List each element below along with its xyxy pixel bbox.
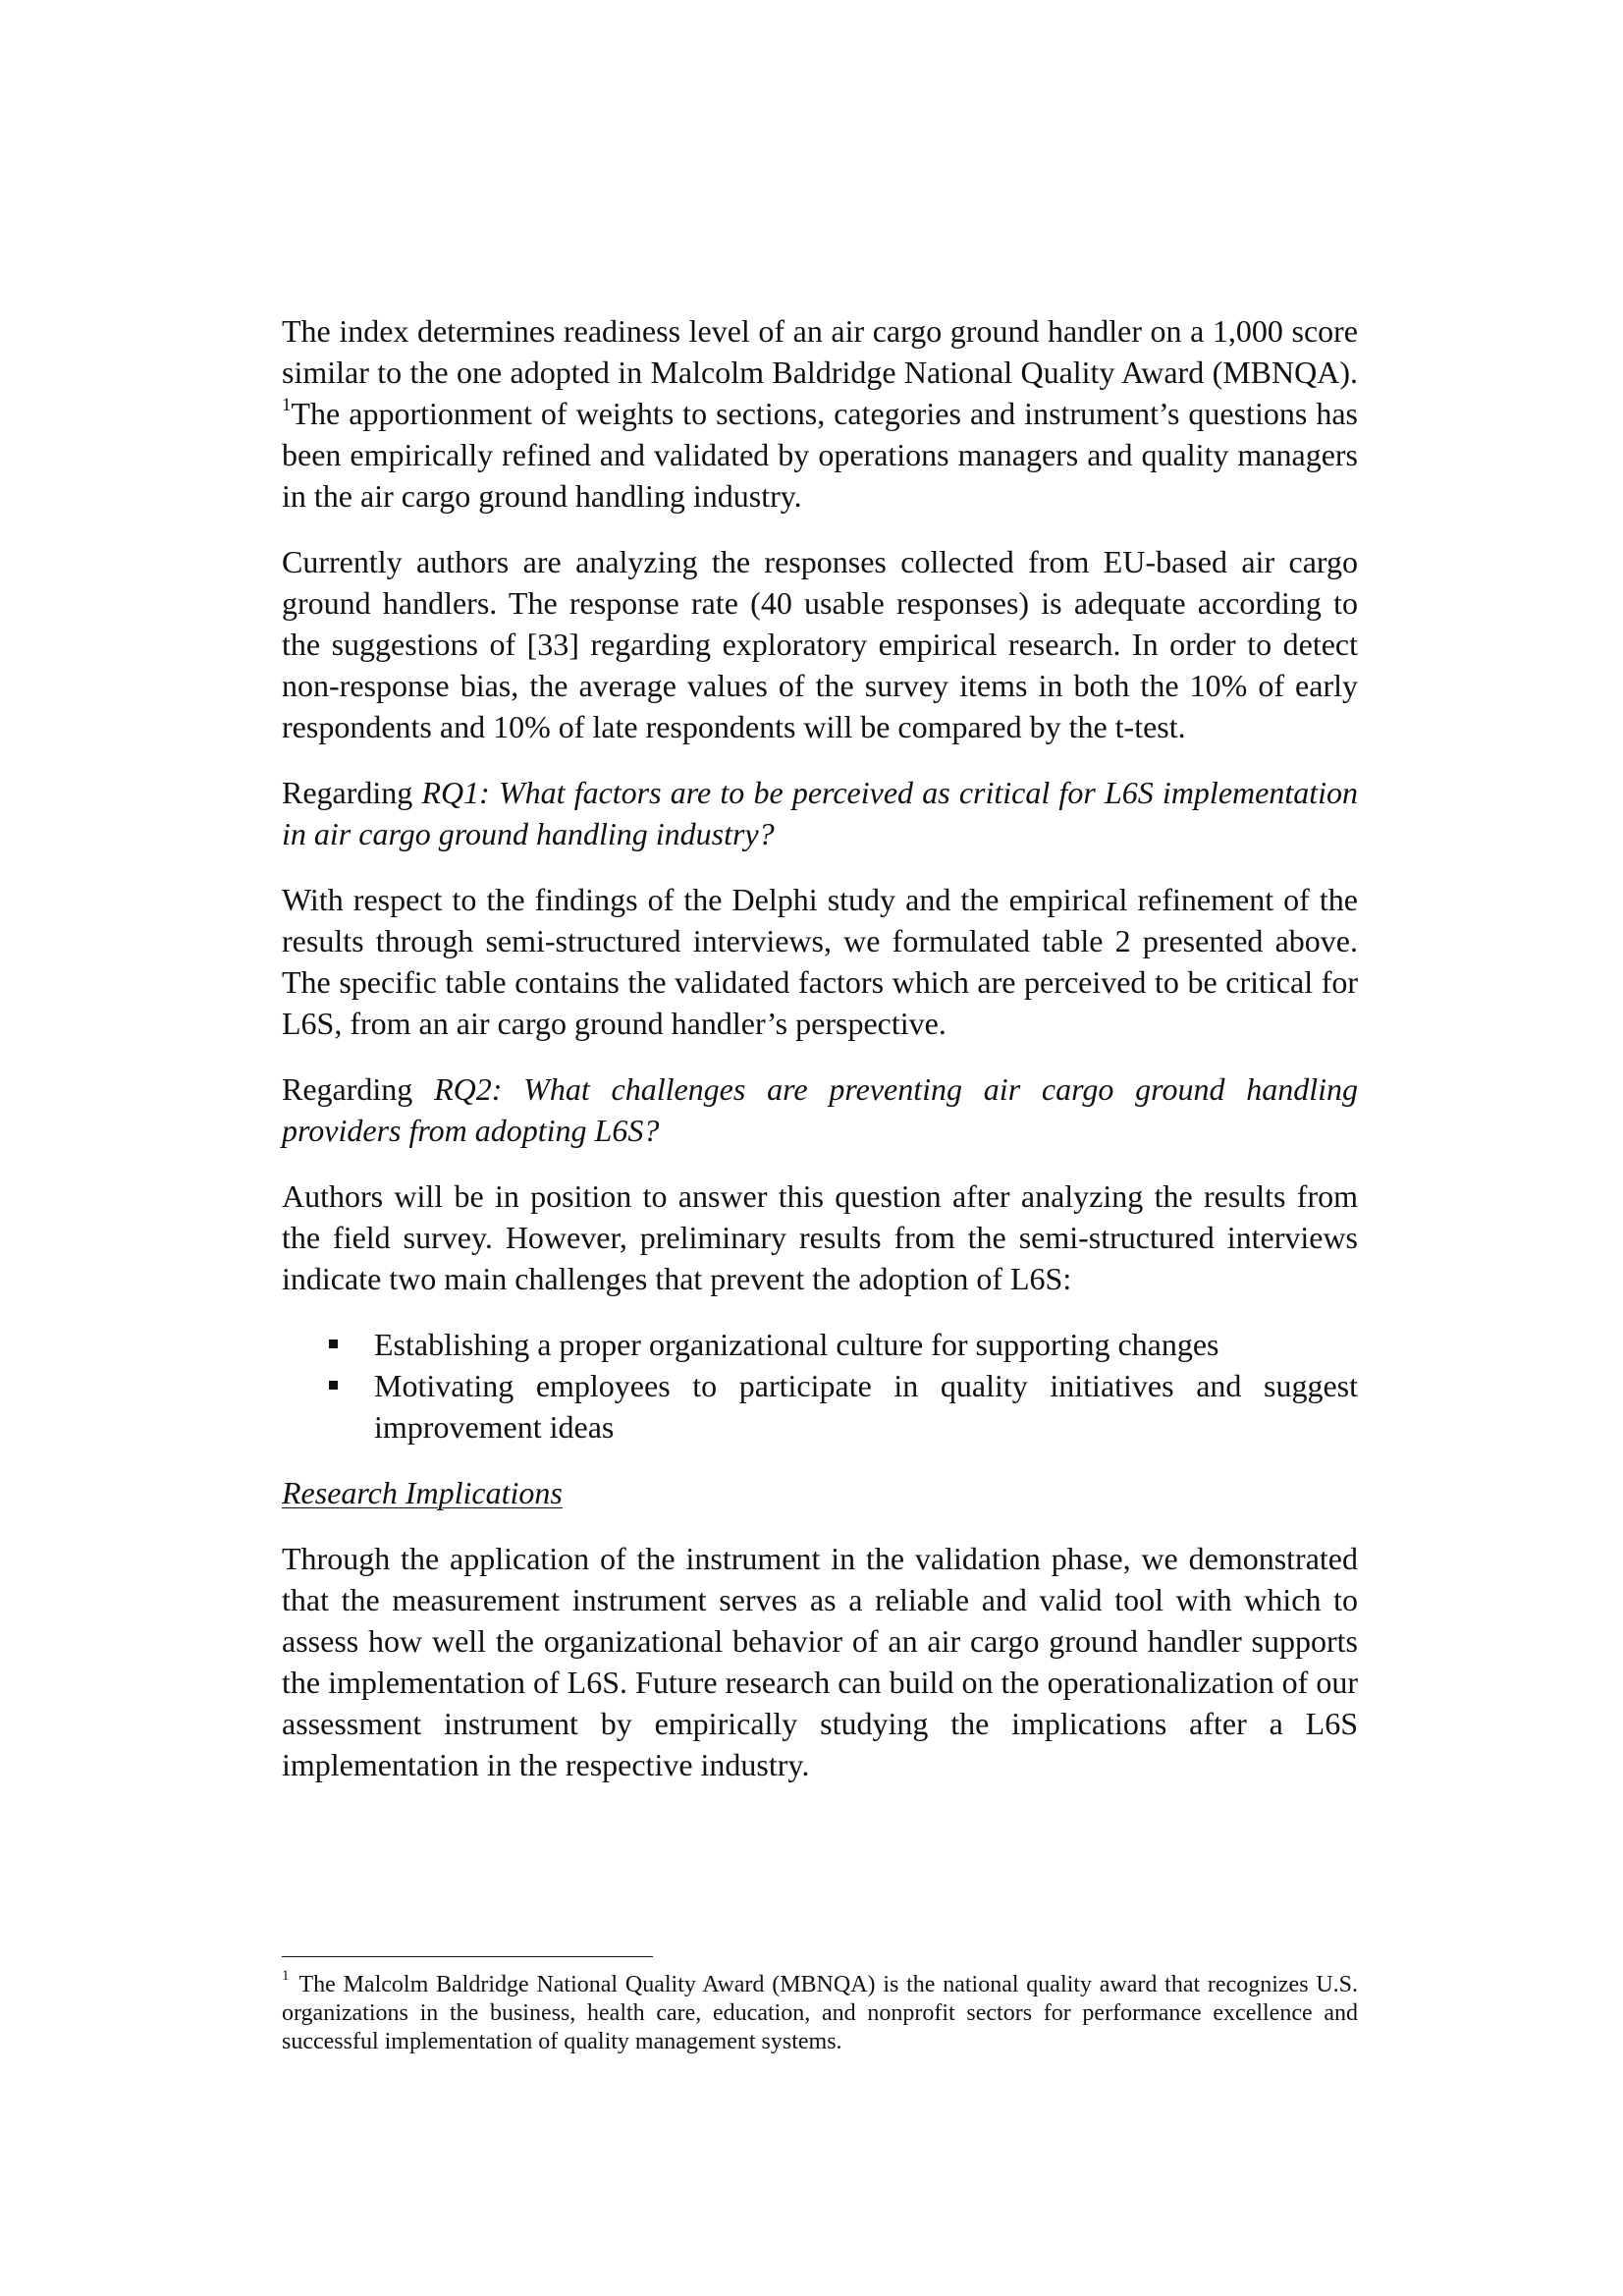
paragraph-index-description bbox=[282, 310, 1358, 517]
list-item bbox=[282, 1324, 1358, 1365]
list-item bbox=[282, 1365, 1358, 1448]
footnote-1 bbox=[282, 1968, 1358, 2056]
rq2-lead: Regarding bbox=[282, 1071, 435, 1107]
footnote-marker: 1 bbox=[282, 1968, 290, 1984]
rq2-question-text: RQ2: What challenges are preventing air cargo ground handling providers from adopting L6S? bbox=[282, 1071, 1359, 1148]
paragraph-index-text-end: The apportionment of weights to sections, categories and instrument’s questions has been empirically refined and validated by operations managers and quality managers in the air cargo ground handling industry. bbox=[282, 396, 1358, 514]
paragraph-delphi-findings: With respect to the findings of the Delphi study and the empirical refinement of the results through semi-structured interviews, we formulated table 2 presented above. The specific table contains the validated factors which are perceived to be critical for L6S, from an air cargo ground handler’s perspective. bbox=[282, 882, 1358, 1041]
section-heading-research-implications: Research Implications bbox=[282, 1475, 563, 1510]
footnote-text: The Malcolm Baldridge National Quality Award (MBNQA) is the national quality award that recognizes U.S. organizations in the business, health care, education, and nonprofit sectors for performance excellence and successful implementation of quality management systems. bbox=[282, 1972, 1358, 2054]
paragraph-research-implications: Through the application of the instrument in the validation phase, we demonstrated that the measurement instrument serves as a reliable and valid tool with which to assess how well the organizational behavior of an air cargo ground handler supports the implementation of L6S. Future research can build on the operationalization of our assessment instrument by empirically studying the implications after a L6S implementation in the respective industry. bbox=[282, 1541, 1358, 1782]
paragraph-challenges-intro: Authors will be in position to answer this question after analyzing the results from the field survey. However, preliminary results from the semi-structured interviews indicate two main challenges that prevent the adoption of L6S: bbox=[282, 1178, 1358, 1296]
square-bullet-icon bbox=[329, 1339, 338, 1348]
footnote-reference-marker[interactable]: 1 bbox=[282, 394, 292, 415]
footnote-divider bbox=[282, 1956, 653, 1957]
challenges-list bbox=[282, 1324, 1358, 1448]
research-question-1 bbox=[282, 772, 1358, 854]
main-text-column bbox=[282, 310, 1358, 1810]
rq1-question-text: RQ1: What factors are to be perceived as critical for L6S implementation in air cargo ground handling industry? bbox=[282, 775, 1359, 851]
square-bullet-icon bbox=[329, 1381, 338, 1390]
paragraph-index-text-start: The index determines readiness level of an air cargo ground handler on a 1,000 score similar to the one adopted in Malcolm Baldridge National Quality Award (MBNQA). bbox=[282, 313, 1358, 390]
list-item-text: Establishing a proper organizational culture for supporting changes bbox=[374, 1327, 1219, 1362]
research-question-2 bbox=[282, 1068, 1358, 1151]
list-item-text: Motivating employees to participate in quality initiatives and suggest improvement ideas bbox=[374, 1368, 1358, 1445]
rq1-lead: Regarding bbox=[282, 775, 422, 810]
paragraph-survey-status: Currently authors are analyzing the responses collected from EU-based air cargo ground handlers. The response rate (40 usable responses) is adequate according to the suggestions of [33] regarding exploratory empirical research. In order to detect non-response bias, the average values of the survey items in both the 10% of early respondents and 10% of late respondents will be compared by the t-test. bbox=[282, 544, 1358, 744]
